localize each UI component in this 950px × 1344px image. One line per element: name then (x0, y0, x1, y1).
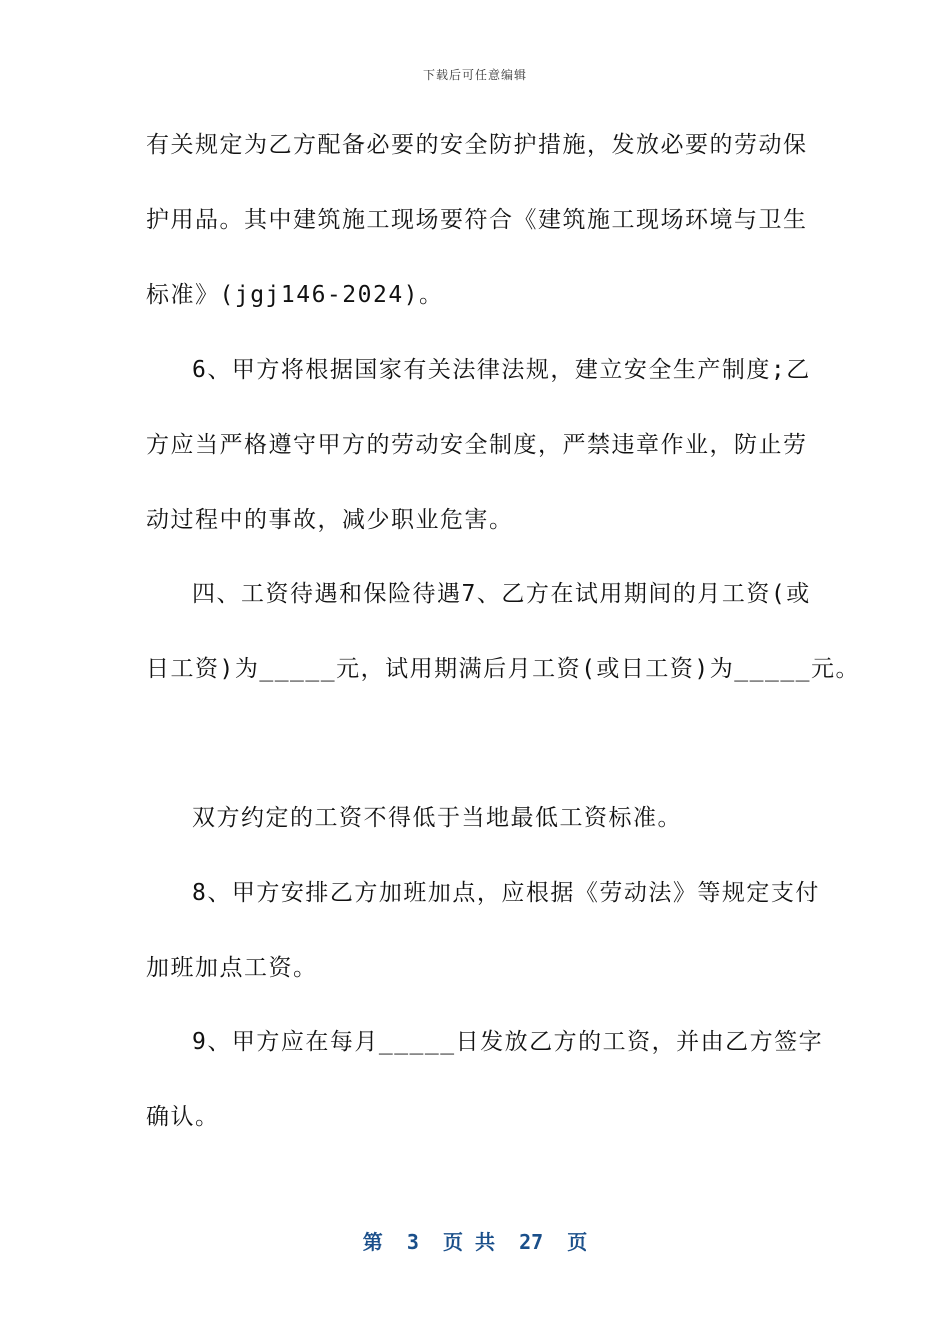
paragraph-line: 双方约定的工资不得低于当地最低工资标准。 (192, 805, 682, 831)
paragraph-line: 确认。 (146, 1104, 220, 1130)
paragraph-line: 6、甲方将根据国家有关法律法规，建立安全生产制度;乙 (192, 357, 811, 383)
paragraph-line: 8、甲方安排乙方加班加点，应根据《劳动法》等规定支付 (192, 880, 820, 906)
header-note: 下载后可任意编辑 (422, 68, 527, 82)
paragraph-line: 方应当严格遵守甲方的劳动安全制度，严禁违章作业，防止劳 (146, 432, 808, 458)
paragraph-line: 四、工资待遇和保险待遇7、乙方在试用期间的月工资(或 (192, 581, 811, 607)
page-number: 第 3 页 共 27 页 (362, 1230, 588, 1254)
paragraph-line: 动过程中的事故，减少职业危害。 (146, 507, 514, 533)
paragraph-line: 标准》(jgj146-2024)。 (146, 282, 444, 308)
paragraph-line: 加班加点工资。 (146, 955, 318, 981)
paragraph-line: 有关规定为乙方配备必要的安全防护措施，发放必要的劳动保 (146, 132, 808, 158)
paragraph-line: 日工资)为_____元，试用期满后月工资(或日工资)为_____元。 (146, 656, 861, 682)
paragraph-line: 护用品。其中建筑施工现场要符合《建筑施工现场环境与卫生 (146, 207, 808, 233)
paragraph-line: 9、甲方应在每月_____日发放乙方的工资，并由乙方签字 (192, 1029, 824, 1055)
